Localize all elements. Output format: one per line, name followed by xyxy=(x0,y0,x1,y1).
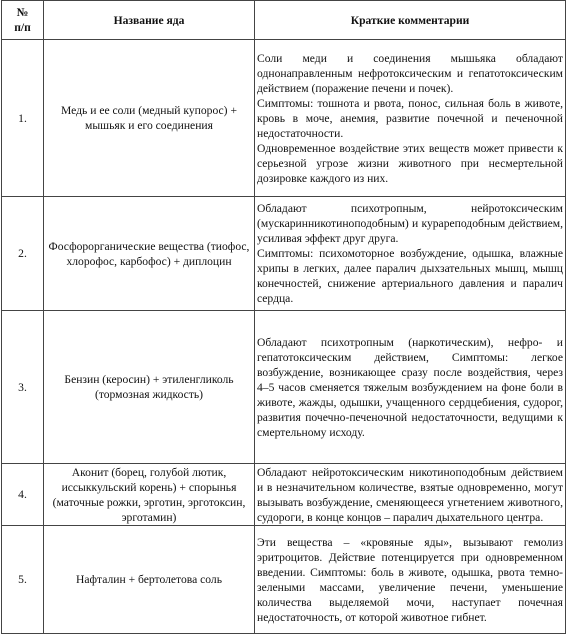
poison-comment xyxy=(255,40,566,197)
poison-name: Бензин (керосин) + этиленгликоль (тормозная жидкость) xyxy=(44,311,255,464)
comment-paragraph: Эти вещества – «кровяные яды», вызывают гемолиз эритроцитов. Действие потенцируется при одновременном введении. Симптомы: боль в животе, одышка, рвота темно-зелеными массами, увеличение печени, уменьшение количества выделяемой мочи, наступает почечная недостаточность, от которой животное гибнет. xyxy=(257,535,563,624)
header-number: № п/п xyxy=(2,1,44,40)
row-number: 3. xyxy=(2,311,44,464)
poison-name: Медь и ее соли (медный купорос) + мышьяк и его соединения xyxy=(44,40,255,197)
poison-name: Аконит (борец, голубой лютик, иссыккульский корень) + спорынья (маточные рожки, эрготин, эрготоксин, эрготамин) xyxy=(44,464,255,526)
comment-paragraph: Обладают психотропным (наркотическим), нефро- и гепатотоксическим действием, Симптомы: легкое возбуждение, возникающее сразу после воздействия, через 4–5 часов сменяется тяжелым возбуждением на фоне боли в животе, жажды, одышки, учащенного сердцебиения, судорог, развития почечно-печеночной недостаточности, ведущими к смертельному исходу. xyxy=(257,335,563,439)
poison-comment xyxy=(255,526,566,634)
header-comments: Краткие комментарии xyxy=(255,1,566,40)
comment-paragraph: Симптомы: психомоторное возбуждение, одышка, влажные хрипы в легких, далее паралич дыхзательных мышц, мышц конечностей, снижение артериального давления и паралич сердца. xyxy=(257,247,563,305)
comment-paragraph: Симптомы: тошнота и рвота, понос, сильная боль в животе, кровь в моче, анемия, развитие почечной и печеночной недостаточности. xyxy=(257,96,563,140)
row-number: 4. xyxy=(2,464,44,526)
comment-paragraph: Соли меди и соединения мышьяка обладают однонаправленным нефротоксическим и гепатотоксическим действием (поражение печени и почек). xyxy=(257,51,563,95)
comment-paragraph: Обладают психотропным, нейротоксическим (мускаринникотиноподобным) и курареподобным действием, усиливая эффект друг друга. xyxy=(257,202,563,245)
row-number: 5. xyxy=(2,526,44,634)
poison-comment xyxy=(255,464,566,526)
table-row xyxy=(2,40,566,197)
table-header-row xyxy=(2,1,566,40)
comment-paragraph: Одновременное воздействие этих веществ может привести к серьезной угрозе жизни животного при несмертельной дозировке каждого из них. xyxy=(257,141,563,185)
table-row xyxy=(2,526,566,634)
poisons-table xyxy=(1,0,566,634)
poison-comment xyxy=(255,197,566,311)
table-row xyxy=(2,197,566,311)
table-row xyxy=(2,311,566,464)
header-poison-name: Название яда xyxy=(44,1,255,40)
poison-name: Фосфорорганические вещества (тиофос, хлорофос, карбофос) + диплоцин xyxy=(44,197,255,311)
poison-comment xyxy=(255,311,566,464)
row-number: 1. xyxy=(2,40,44,197)
poison-name: Нафталин + бертолетова соль xyxy=(44,526,255,634)
comment-paragraph: Обладают нейротоксическим никотиноподобным действием и в незначительном количестве, взятые одновременно, могут вызывать возбуждение, сменяющееся угнетением животного, судороги, в конце концов – паралич дыхательного центра. xyxy=(257,465,563,524)
row-number: 2. xyxy=(2,197,44,311)
table-row xyxy=(2,464,566,526)
